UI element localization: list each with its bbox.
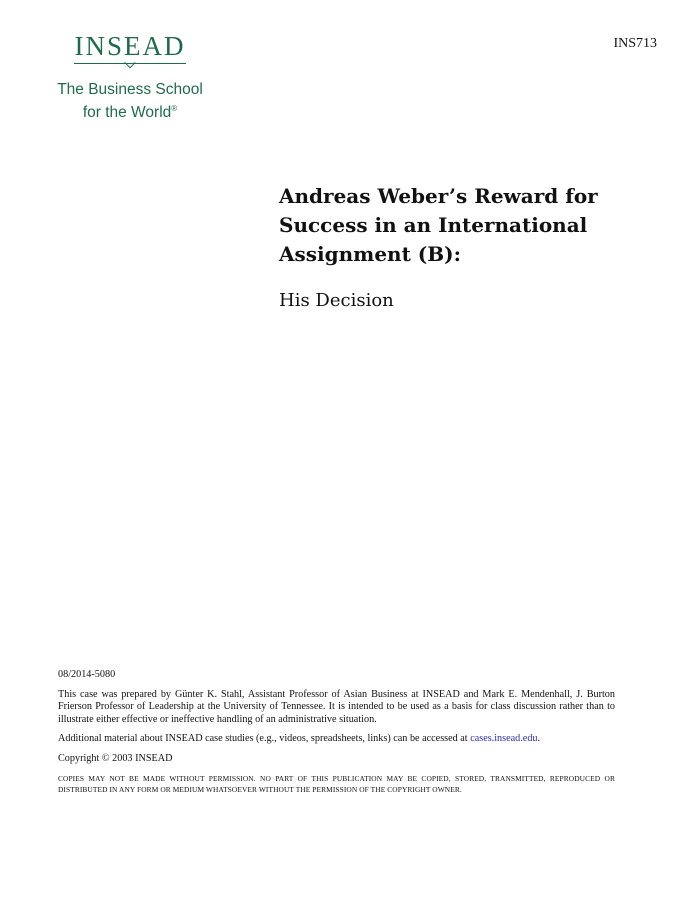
registered-mark: ® <box>171 104 178 113</box>
logo-tagline-line2: for the World <box>82 104 172 122</box>
logo-tagline <box>50 80 210 122</box>
logo-rule <box>74 61 186 71</box>
document-title: Andreas Weber’s Reward for Success in an International Assignment (B): <box>279 184 598 266</box>
case-number: INS713 <box>613 36 657 51</box>
document-subtitle: His Decision <box>279 290 394 311</box>
prepared-by-paragraph: This case was prepared by Günter K. Stahl, Assistant Professor of Asian Business at INSEAD and Mark E. Mendenhall, J. Burton Frierson Professor of Leadership at the University of Tennessee. It is intended to be used as a basis for class discussion rather than to illustrate either effective or ineffective handling of an administrative situation. <box>58 688 615 725</box>
logo-tagline-line1: The Business School <box>57 81 203 98</box>
link-suffix: . <box>537 733 541 745</box>
additional-material-text: Additional material about INSEAD case studies (e.g., videos, spreadsheets, links) can be accessed at <box>58 733 471 745</box>
additional-material-paragraph <box>58 733 615 746</box>
copyright-line: Copyright © 2003 INSEAD <box>58 752 173 764</box>
logo-wordmark: INSEAD <box>74 31 186 61</box>
document-code: 08/2014-5080 <box>58 669 116 680</box>
footer <box>58 669 615 802</box>
cases-link[interactable]: cases.insead.edu <box>470 733 538 745</box>
insead-logo <box>50 32 210 122</box>
copyright-notice: COPIES MAY NOT BE MADE WITHOUT PERMISSION. NO PART OF THIS PUBLICATION MAY BE COPIED, STORED, TRANSMITTED, REPRODUCED OR DISTRIBUTED IN ANY FORM OR MEDIUM WHATSOEVER WITHOUT THE PERMISSION OF THE COPYRIGHT OWNER. <box>58 773 615 794</box>
